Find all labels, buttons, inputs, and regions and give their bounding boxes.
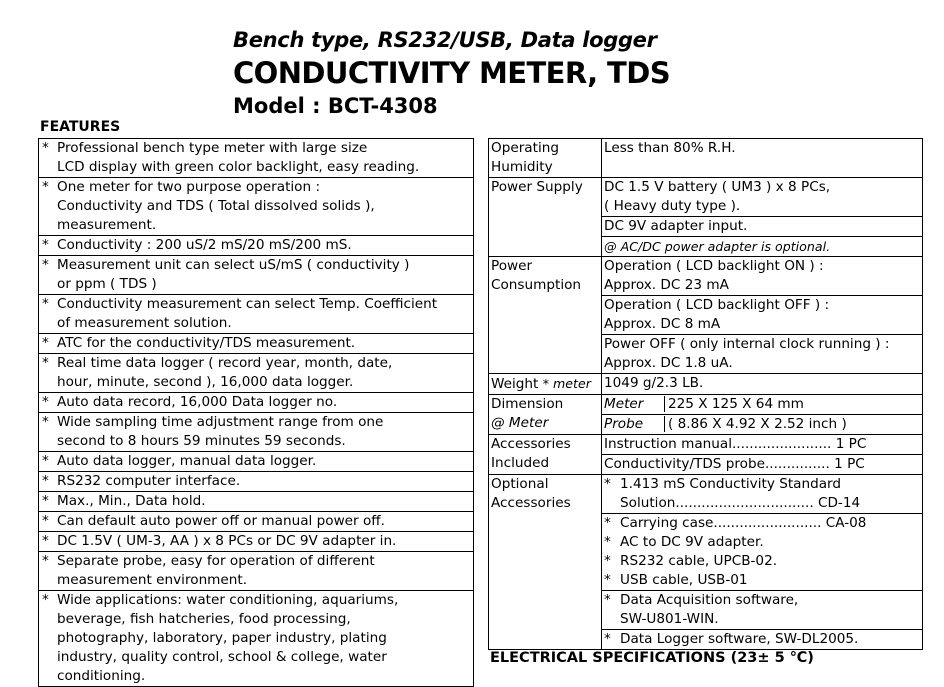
feature-row — [39, 236, 474, 256]
feature-line: Auto data record, 16,000 Data logger no. — [57, 394, 338, 410]
feature-item — [39, 178, 474, 236]
spec-line: SW-U801-WIN. — [620, 611, 719, 627]
feature-row — [39, 532, 474, 552]
spec-value-consumption-1 — [602, 257, 923, 296]
spec-value-optional-3: * Data Acquisition software, SW-U801-WIN. — [602, 591, 923, 630]
spec-row-dimension — [489, 395, 923, 415]
feature-row — [39, 512, 474, 532]
spec-row-humidity — [489, 139, 923, 178]
bullet-asterisk: * — [42, 296, 49, 312]
feature-row — [39, 413, 474, 452]
spec-line: Operation ( LCD backlight ON ) : — [604, 258, 824, 274]
feature-item — [39, 354, 474, 393]
dim-key: Probe — [604, 416, 644, 432]
spec-value-power-supply-2: DC 9V adapter input. — [602, 217, 923, 237]
feature-row — [39, 452, 474, 472]
feature-row — [39, 591, 474, 687]
feature-item — [39, 256, 474, 295]
spec-line: Carrying case......................... CA-08 — [620, 515, 867, 531]
spec-label-optional — [489, 475, 602, 650]
model-number: Model : BCT-4308 — [233, 94, 438, 118]
feature-row — [39, 295, 474, 334]
bullet-asterisk: * — [42, 533, 49, 549]
spec-label-accessories — [489, 435, 602, 475]
spec-row-power-supply — [489, 178, 923, 217]
spec-value-optional-2: * Carrying case......................... CA-08 * AC to DC 9V adapter. * RS232 cable, UPCB-02. * USB cable, USB-01 — [602, 514, 923, 591]
feature-item — [39, 393, 474, 413]
feature-row — [39, 552, 474, 591]
spec-value-weight: 1049 g/2.3 LB. — [602, 374, 923, 395]
spec-value-consumption-2 — [602, 296, 923, 335]
feature-line: LCD display with green color backlight, easy reading. — [57, 159, 420, 175]
feature-line: measurement environment. — [57, 572, 248, 588]
feature-line: DC 1.5V ( UM-3, AA ) x 8 PCs or DC 9V adapter in. — [57, 533, 397, 549]
spec-label-dimension — [489, 395, 602, 435]
feature-item — [39, 492, 474, 512]
feature-item — [39, 591, 474, 687]
spec-value-optional-1: * 1.413 mS Conductivity Standard Solution................................ CD-14 — [602, 475, 923, 514]
feature-item — [39, 512, 474, 532]
spec-value-accessory-2: Conductivity/TDS probe............... 1 PC — [602, 455, 923, 475]
feature-row — [39, 354, 474, 393]
spec-line: AC to DC 9V adapter. — [620, 534, 764, 550]
feature-line: ATC for the conductivity/TDS measurement. — [57, 335, 356, 351]
spec-row-accessories — [489, 435, 923, 455]
spec-value-optional-4: * Data Logger software, SW-DL2005. — [602, 630, 923, 650]
spec-line: Approx. DC 1.8 uA. — [604, 355, 733, 371]
feature-line: beverage, fish hatcheries, food processing, — [57, 611, 351, 627]
spec-label-line: Power — [491, 258, 533, 274]
feature-line: second to 8 hours 59 minutes 59 seconds. — [57, 433, 346, 449]
feature-line: Real time data logger ( record year, month, date, — [57, 355, 393, 371]
feature-line: or ppm ( TDS ) — [57, 276, 157, 292]
spec-line: DC 1.5 V battery ( UM3 ) x 8 PCs, — [604, 179, 831, 195]
bullet-asterisk: * — [42, 140, 49, 156]
feature-row — [39, 139, 474, 178]
spec-line: Data Logger software, SW-DL2005. — [620, 631, 859, 647]
spec-value-humidity: Less than 80% R.H. — [602, 139, 923, 178]
feature-item — [39, 295, 474, 334]
bullet-asterisk: * — [42, 237, 49, 253]
spec-label-line: @ Meter — [491, 415, 549, 431]
feature-row — [39, 472, 474, 492]
electrical-specs-heading: ELECTRICAL SPECIFICATIONS (23± 5 ℃) — [490, 650, 814, 666]
bullet-asterisk: * — [42, 592, 49, 608]
feature-line: photography, laboratory, paper industry, plating — [57, 630, 387, 646]
features-heading: FEATURES — [40, 119, 121, 135]
spec-label-text: Weight — [491, 376, 539, 392]
spec-label-line: Operating — [491, 140, 559, 156]
spec-label-line: Consumption — [491, 277, 582, 293]
spec-value-power-supply-1 — [602, 178, 923, 217]
spec-line: Approx. DC 8 mA — [604, 316, 721, 332]
bullet-asterisk: * — [42, 414, 49, 430]
spec-value-consumption-3 — [602, 335, 923, 374]
spec-label-line: Humidity — [491, 159, 553, 175]
spec-label-line: Optional — [491, 476, 549, 492]
spec-row-consumption — [489, 257, 923, 296]
feature-line: Conductivity and TDS ( Total dissolved solids ), — [57, 198, 375, 214]
dim-value: 225 X 125 X 64 mm — [664, 396, 804, 412]
feature-line: Max., Min., Data hold. — [57, 493, 206, 509]
feature-line: conditioning. — [57, 668, 146, 684]
feature-row — [39, 334, 474, 354]
bullet-asterisk: * — [42, 553, 49, 569]
feature-line: industry, quality control, school & college, water — [57, 649, 387, 665]
spec-label-weight — [489, 374, 602, 395]
subtitle: Bench type, RS232/USB, Data logger — [233, 28, 657, 52]
spec-line: Operation ( LCD backlight OFF ) : — [604, 297, 830, 313]
feature-item — [39, 236, 474, 256]
spec-row-weight — [489, 374, 923, 395]
feature-line: hour, minute, second ), 16,000 data logger. — [57, 374, 354, 390]
spec-line: Approx. DC 23 mA — [604, 277, 729, 293]
feature-line: Conductivity : 200 uS/2 mS/20 mS/200 mS. — [57, 237, 352, 253]
feature-line: One meter for two purpose operation : — [57, 179, 321, 195]
spec-line: Power OFF ( only internal clock running ) : — [604, 336, 890, 352]
feature-line: Auto data logger, manual data logger. — [57, 453, 317, 469]
feature-row — [39, 492, 474, 512]
feature-line: Wide applications: water conditioning, aquariums, — [57, 592, 399, 608]
bullet-asterisk: * — [42, 179, 49, 195]
feature-item — [39, 532, 474, 552]
features-table — [38, 138, 474, 687]
feature-item — [39, 413, 474, 452]
spec-line: Solution................................ CD-14 — [620, 495, 861, 511]
spec-label-note: * meter — [542, 376, 591, 391]
bullet-asterisk: * — [42, 394, 49, 410]
spec-label-consumption — [489, 257, 602, 374]
bullet-asterisk: * — [42, 335, 49, 351]
spec-line: 1.413 mS Conductivity Standard — [620, 476, 842, 492]
feature-item — [39, 139, 474, 178]
feature-row — [39, 393, 474, 413]
feature-item — [39, 334, 474, 354]
specs-table — [488, 138, 923, 650]
spec-row-optional — [489, 475, 923, 514]
spec-value-power-supply-3: @ AC/DC power adapter is optional. — [602, 237, 923, 257]
dim-key: Meter — [604, 396, 644, 412]
bullet-asterisk: * — [42, 257, 49, 273]
spec-value-dim-meter — [602, 395, 923, 415]
spec-label-line: Accessories — [491, 495, 571, 511]
feature-line: Wide sampling time adjustment range from one — [57, 414, 384, 430]
spec-label-line: Included — [491, 455, 550, 471]
spec-value-dim-probe — [602, 415, 923, 435]
feature-row — [39, 256, 474, 295]
feature-row — [39, 178, 474, 236]
spec-line: USB cable, USB-01 — [620, 572, 748, 588]
spec-label-line: Dimension — [491, 396, 564, 412]
feature-line: Conductivity measurement can select Temp. Coefficient — [57, 296, 438, 312]
spec-label-humidity — [489, 139, 602, 178]
feature-line: of measurement solution. — [57, 315, 232, 331]
spec-value-accessory-1: Instruction manual....................... 1 PC — [602, 435, 923, 455]
feature-line: Measurement unit can select uS/mS ( conductivity ) — [57, 257, 410, 273]
spec-label-power-supply: Power Supply — [489, 178, 602, 257]
page-title: CONDUCTIVITY METER, TDS — [233, 56, 670, 90]
feature-item — [39, 552, 474, 591]
feature-item — [39, 472, 474, 492]
feature-line: Separate probe, easy for operation of different — [57, 553, 375, 569]
bullet-asterisk: * — [42, 355, 49, 371]
feature-line: Can default auto power off or manual power off. — [57, 513, 385, 529]
spec-label-line: Accessories — [491, 436, 571, 452]
spec-line: RS232 cable, UPCB-02. — [620, 553, 778, 569]
bullet-asterisk: * — [42, 513, 49, 529]
feature-line: measurement. — [57, 217, 157, 233]
bullet-asterisk: * — [42, 453, 49, 469]
bullet-asterisk: * — [42, 473, 49, 489]
feature-item — [39, 452, 474, 472]
spec-line: Data Acquisition software, — [620, 592, 799, 608]
dim-value: ( 8.86 X 4.92 X 2.52 inch ) — [664, 416, 847, 432]
feature-line: Professional bench type meter with large size — [57, 140, 368, 156]
feature-line: RS232 computer interface. — [57, 473, 241, 489]
spec-line: ( Heavy duty type ). — [604, 198, 741, 214]
bullet-asterisk: * — [42, 493, 49, 509]
